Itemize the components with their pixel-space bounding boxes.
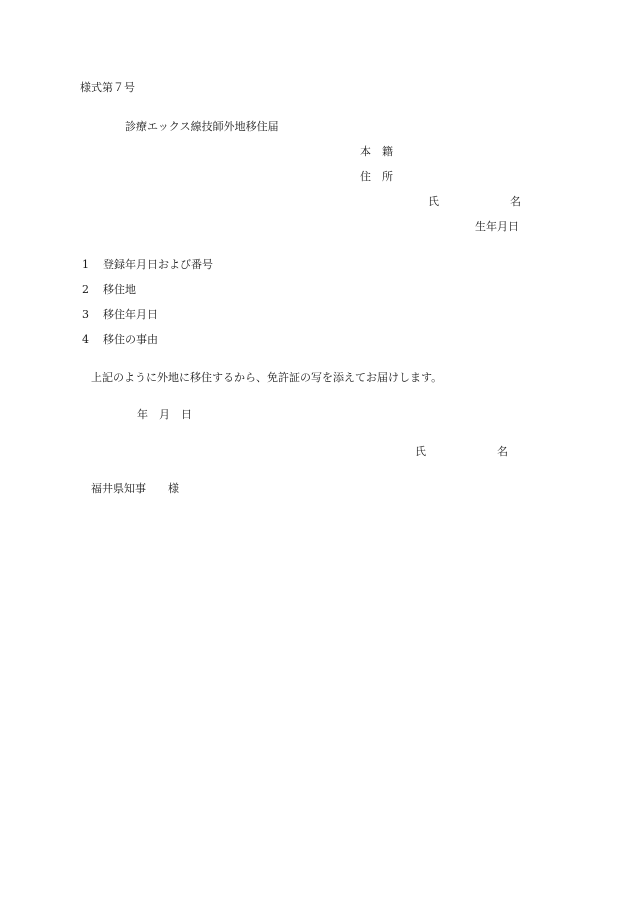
item-label: 登録年月日および番号 xyxy=(103,258,213,271)
birth-date-label: 生年月日 xyxy=(475,220,519,233)
jusho-label: 住 所 xyxy=(360,170,393,183)
applicant-shi-label: 氏 xyxy=(428,195,439,208)
form-title: 診療エックス線技師外地移住届 xyxy=(125,120,279,133)
item-number: 4 xyxy=(82,333,89,346)
item-label: 移住の事由 xyxy=(103,333,158,346)
honseki-label: 本 籍 xyxy=(360,145,393,158)
item-number: 2 xyxy=(82,283,89,296)
applicant-mei-label: 名 xyxy=(510,195,521,208)
addressee: 福井県知事 様 xyxy=(91,482,179,495)
date-line: 年 月 日 xyxy=(137,408,192,421)
signature-mei-label: 名 xyxy=(497,445,508,458)
item-label: 移住年月日 xyxy=(103,308,158,321)
item-number: 1 xyxy=(82,258,89,271)
item-label: 移住地 xyxy=(103,283,136,296)
signature-shi-label: 氏 xyxy=(415,445,426,458)
statement-text: 上記のように外地に移住するから、免許証の写を添えてお届けします。 xyxy=(91,371,443,384)
form-number: 様式第７号 xyxy=(80,81,135,94)
item-number: 3 xyxy=(82,308,89,321)
